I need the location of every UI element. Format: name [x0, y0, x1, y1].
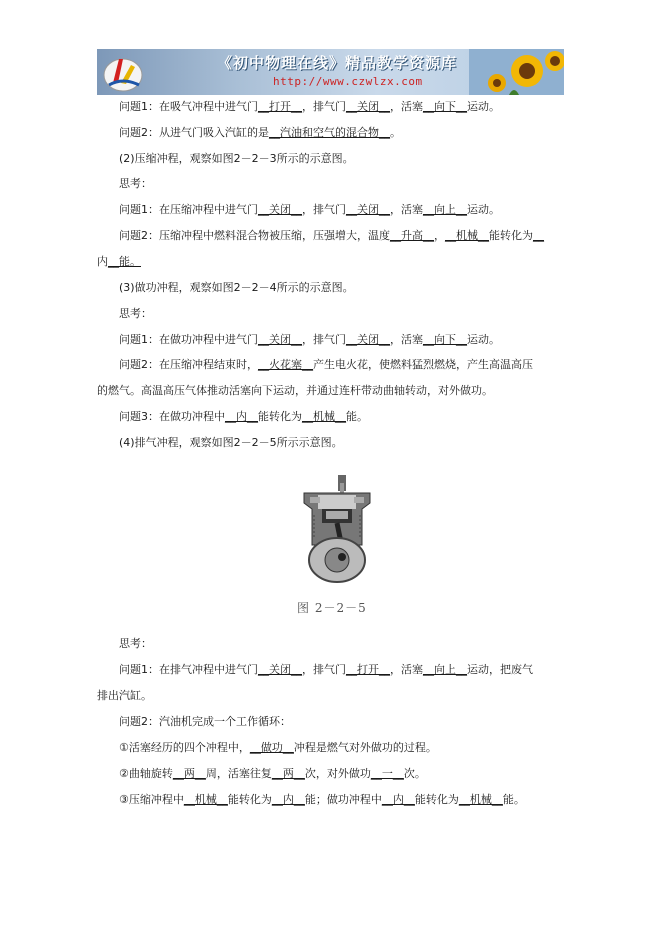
text-segment: ①活塞经历的四个冲程中，: [119, 741, 250, 754]
text-line: [119, 177, 152, 191]
text-segment: 能转化为: [227, 793, 272, 806]
header-banner: [97, 49, 564, 95]
text-segment: 周，活塞往复: [205, 767, 272, 780]
answer-blank: __关闭__: [346, 203, 390, 216]
text-segment: 能。: [502, 793, 525, 806]
text-line: [97, 689, 152, 703]
text-segment: 问题1：在吸气冲程中进气门: [119, 100, 258, 113]
answer-blank: __向上__: [423, 663, 467, 676]
answer-blank: __关闭__: [258, 333, 302, 346]
answer-blank: __升高__: [390, 229, 434, 242]
text-segment: ，排气门: [302, 333, 346, 346]
text-segment: 次。: [403, 767, 426, 780]
answer-blank: __做功__: [249, 741, 294, 754]
sunflower-icon: [469, 49, 564, 95]
text-segment: 运动。: [467, 333, 500, 346]
text-segment: ，排气门: [302, 100, 346, 113]
text-line: [119, 436, 343, 450]
text-segment: 问题1：在排气冲程中进气门: [119, 663, 258, 676]
text-line: [119, 281, 354, 295]
text-segment: 能。: [346, 410, 368, 423]
text-segment: 能转化为: [489, 229, 533, 242]
text-segment: 问题2：压缩冲程中燃料混合物被压缩，压强增大，温度: [119, 229, 390, 242]
answer-blank: __: [533, 229, 544, 242]
text-segment: 内: [97, 255, 108, 268]
answer-blank: __向下__: [423, 333, 467, 346]
text-segment: 次，对外做功: [304, 767, 371, 780]
text-segment: (3)做功冲程，观察如图2－2－4所示的示意图。: [119, 281, 354, 294]
text-segment: ，活塞: [390, 203, 423, 216]
text-segment: 冲程是燃气对外做功的过程。: [293, 741, 437, 754]
engine-diagram: [298, 475, 376, 585]
text-line: [97, 255, 141, 269]
text-line: [119, 203, 500, 217]
text-segment: ，排气门: [302, 663, 346, 676]
answer-blank: __两__: [172, 767, 206, 780]
banner-url: http://www.czwlzx.com: [273, 75, 423, 88]
text-segment: 问题1：在压缩冲程中进气门: [119, 203, 258, 216]
text-segment: 问题2：汽油机完成一个工作循环：: [119, 715, 291, 728]
text-segment: 运动，把废气: [467, 663, 533, 676]
text-segment: ，活塞: [390, 333, 423, 346]
text-line: [119, 793, 525, 807]
text-line: [119, 715, 291, 729]
answer-blank: __向上__: [423, 203, 467, 216]
answer-blank: __打开__: [346, 663, 390, 676]
answer-blank: __火花塞__: [258, 358, 313, 371]
text-segment: ，活塞: [390, 100, 423, 113]
text-line: [119, 663, 533, 677]
text-segment: ，: [434, 229, 445, 242]
banner-title: 《初中物理在线》精品教学资源库: [217, 54, 458, 72]
answer-blank: __内__: [381, 793, 415, 806]
answer-blank: __关闭__: [258, 203, 302, 216]
text-segment: ③压缩冲程中: [119, 793, 184, 806]
text-segment: ②曲轴旋转: [119, 767, 173, 780]
text-segment: 问题2：在压缩冲程结束时，: [119, 358, 258, 371]
answer-blank: __向下__: [423, 100, 467, 113]
text-segment: 问题2：从进气门吸入汽缸的是: [119, 126, 269, 139]
text-line: [119, 126, 401, 140]
answer-blank: __机械__: [302, 410, 346, 423]
text-line: [119, 637, 152, 651]
answer-blank: __打开__: [258, 100, 302, 113]
logo-icon: [101, 51, 145, 93]
text-segment: 运动。: [467, 203, 500, 216]
text-line: [119, 767, 426, 781]
answer-blank: __关闭__: [258, 663, 302, 676]
answer-blank: __汽油和空气的混合物__: [269, 126, 390, 139]
text-segment: 能转化为: [414, 793, 459, 806]
text-segment: 排出汽缸。: [97, 689, 152, 702]
text-segment: 问题3：在做功冲程中: [119, 410, 225, 423]
text-segment: 运动。: [467, 100, 500, 113]
text-segment: (2)压缩冲程，观察如图2－2－3所示的示意图。: [119, 152, 354, 165]
text-segment: 能转化为: [258, 410, 302, 423]
answer-blank: __一__: [370, 767, 404, 780]
answer-blank: __能。: [108, 255, 141, 268]
answer-blank: __两__: [271, 767, 305, 780]
text-line: [97, 384, 493, 398]
answer-blank: __机械__: [183, 793, 228, 806]
text-segment: 思考：: [119, 177, 152, 190]
text-segment: ，活塞: [390, 663, 423, 676]
answer-blank: __内__: [225, 410, 258, 423]
text-segment: 思考：: [119, 637, 152, 650]
answer-blank: __关闭__: [346, 333, 390, 346]
answer-blank: __关闭__: [346, 100, 390, 113]
text-line: [119, 100, 500, 114]
text-segment: 能；做功冲程中: [304, 793, 382, 806]
text-segment: (4)排气冲程，观察如图2－2－5所示示意图。: [119, 436, 343, 449]
text-segment: 问题1：在做功冲程中进气门: [119, 333, 258, 346]
figure-caption: 图 2－2－5: [297, 601, 367, 615]
text-line: [119, 333, 500, 347]
text-segment: 产生电火花，使燃料猛烈燃烧，产生高温高压: [313, 358, 533, 371]
answer-blank: __机械__: [445, 229, 489, 242]
text-line: [119, 307, 152, 321]
answer-blank: __机械__: [458, 793, 503, 806]
text-segment: 思考：: [119, 307, 152, 320]
text-line: [119, 229, 544, 243]
text-line: [119, 358, 533, 372]
text-segment: 。: [390, 126, 401, 139]
text-line: [119, 741, 437, 755]
text-segment: 的燃气。高温高压气体推动活塞向下运动，并通过连杆带动曲轴转动，对外做功。: [97, 384, 493, 397]
answer-blank: __内__: [271, 793, 305, 806]
text-segment: ，排气门: [302, 203, 346, 216]
text-line: [119, 410, 368, 424]
text-line: [119, 152, 354, 166]
